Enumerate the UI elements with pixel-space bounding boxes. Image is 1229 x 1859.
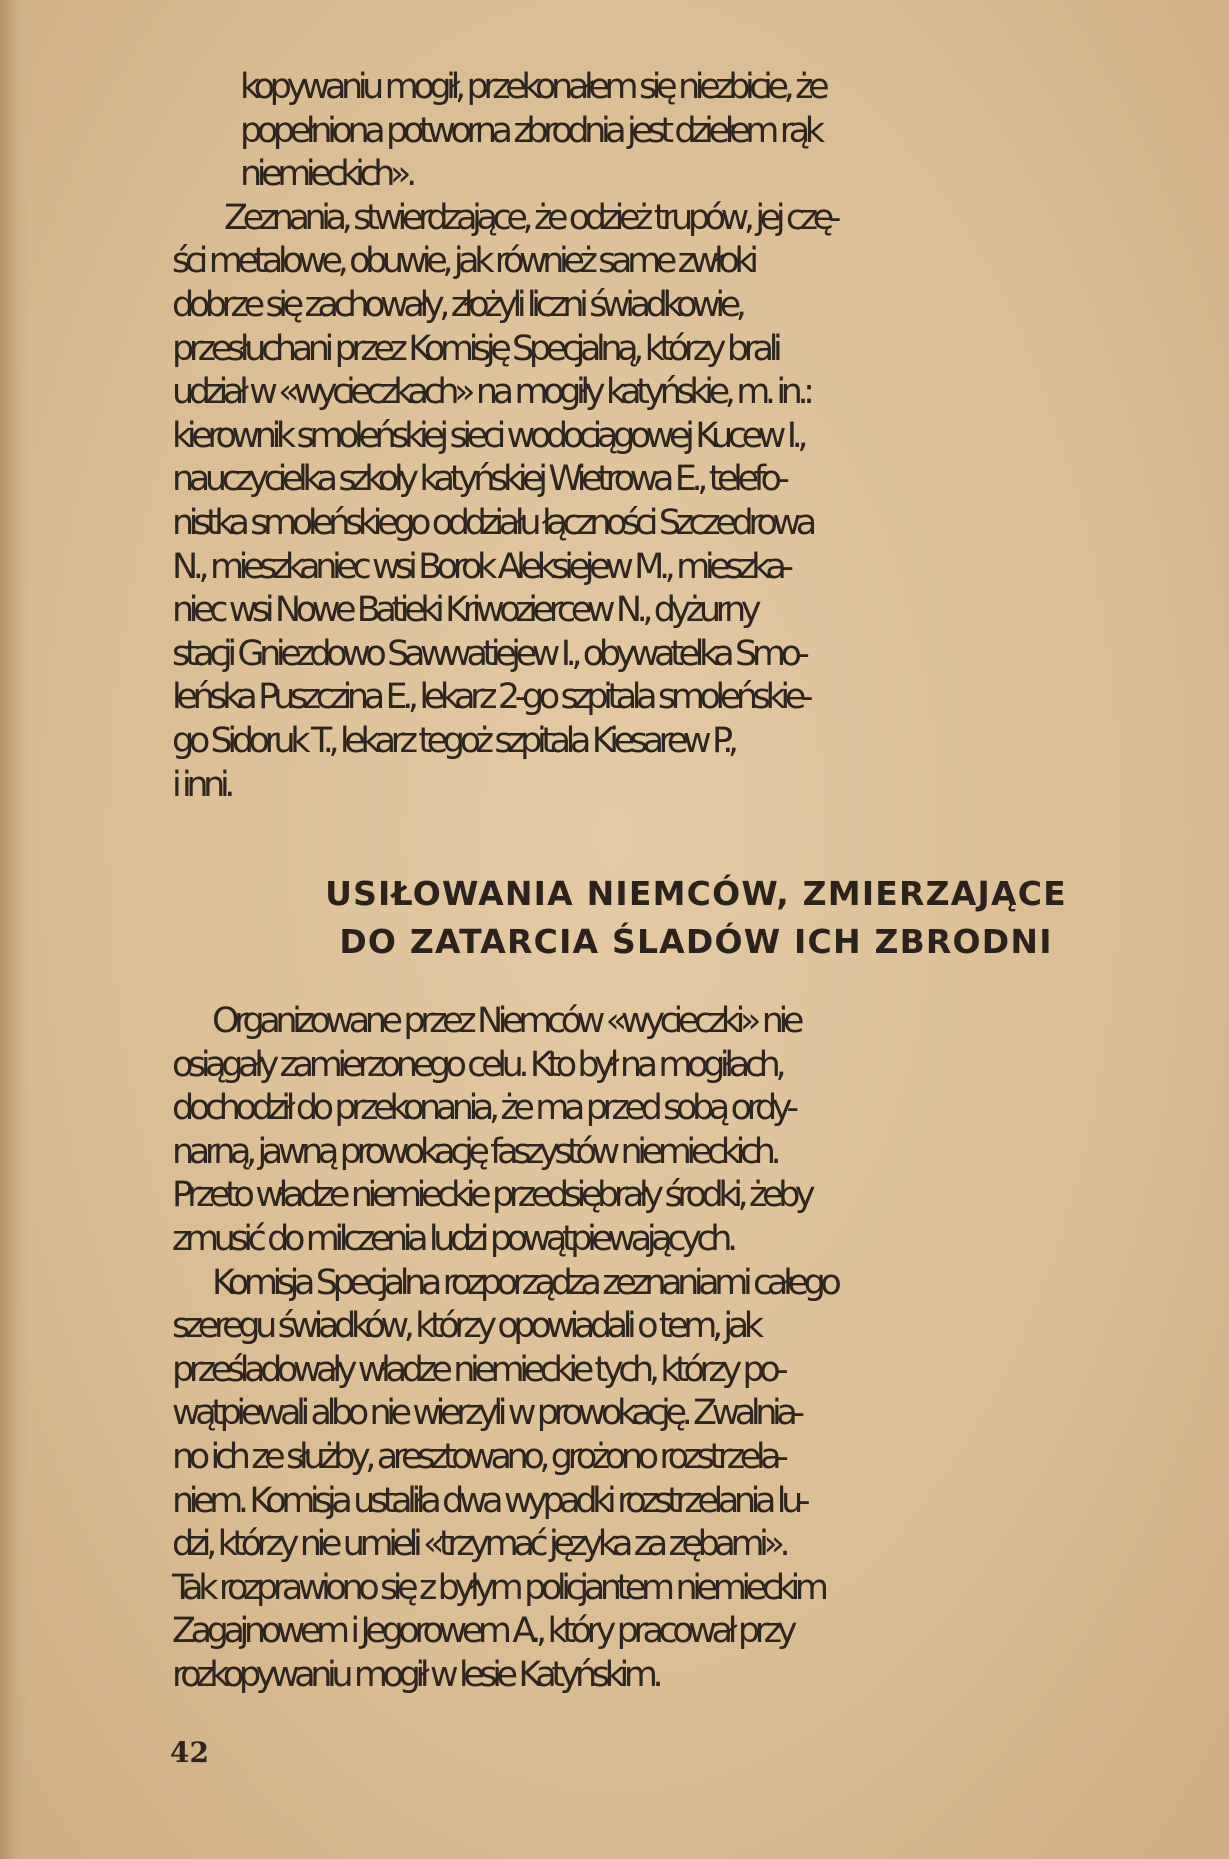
text-line: no ich ze służby, aresztowano, grożono rozstrzela- (172, 1436, 784, 1477)
heading-line: USIŁOWANIA NIEMCÓW, ZMIERZAJĄCE (325, 874, 1067, 913)
paragraph-persecution (172, 1262, 1220, 1698)
text-line: dochodził do przekonania, że ma przed sobą ordy- (172, 1088, 794, 1129)
section-heading (172, 870, 1220, 966)
text-line: dobrze się zachowały, złożyli liczni świadkowie, (172, 284, 742, 325)
text-line: N., mieszkaniec wsi Borok Aleksiejew M., mieszka- (172, 546, 789, 587)
text-bottom-block (172, 1000, 1220, 1698)
text-line: stacji Gniezdowo Sawwatiejew I., obywatelka Smo- (172, 633, 805, 674)
text-line: wątpiewali albo nie wierzyli w prowokację. Zwalnia- (172, 1393, 800, 1434)
text-line: kopywaniu mogił, przekonałem się niezbicie, że (240, 67, 825, 107)
text-line: nauczycielka szkoły katyńskiej Wietrowa E., telefo- (172, 459, 785, 500)
text-line: osiągały zamierzonego celu. Kto był na mogiłach, (172, 1044, 782, 1085)
text-line: niemieckich». (240, 154, 412, 195)
text-line: Zagajnowem i Jegorowem A., który pracował przy (172, 1611, 793, 1652)
text-top-block (172, 66, 1220, 807)
text-line: dzi, którzy nie umieli «trzymać języka za zębami». (172, 1524, 786, 1565)
text-line: udział w «wycieczkach» na mogiły katyńskie, m. in.: (172, 372, 810, 413)
text-line: i inni. (172, 764, 230, 805)
heading-line: DO ZATARCIA ŚLADÓW ICH ZBRODNI (339, 922, 1053, 961)
text-line: Przeto władze niemieckie przedsiębrały środki, żeby (172, 1175, 811, 1216)
page-number: 42 (170, 1736, 209, 1769)
text-line: nistka smoleńskiego oddziału łączności Szczedrowa (172, 502, 812, 543)
text-line: Tak rozprawiono się z byłym policjantem niemieckim (172, 1567, 824, 1608)
text-line: Komisja Specjalna rozporządza zeznaniami całego (212, 1262, 837, 1303)
text-line: leńska Puszczina E., lekarz 2-go szpitala smoleńskie- (172, 677, 809, 718)
text-line: popełniona potworna zbrodnia jest dziełem rąk (240, 110, 820, 151)
paragraph-witnesses (172, 197, 1220, 807)
text-line: narną, jawną prowokację faszystów niemieckich. (172, 1131, 777, 1172)
page-spine-shadow (0, 0, 28, 1859)
text-line: Zeznania, stwierdzające, że odzież trupów, jej czę- (224, 197, 837, 238)
text-line: rozkopywaniu mogił w lesie Katyńskim. (172, 1654, 659, 1695)
text-line: niec wsi Nowe Batieki Kriwoziercew N., dyżurny (172, 590, 757, 631)
text-line: go Sidoruk T., lekarz tegoż szpitala Kiesarew P., (172, 720, 734, 761)
text-line: kierownik smoleńskiej sieci wodociągowej Kucew I., (172, 415, 804, 456)
text-line: prześladowały władze niemieckie tych, którzy po- (172, 1349, 784, 1390)
text-line: zmusić do milczenia ludzi powątpiewających. (172, 1218, 733, 1259)
text-line: ści metalowe, obuwie, jak również same zwłoki (172, 241, 754, 282)
text-line: przesłuchani przez Komisję Specjalną, którzy brali (172, 328, 778, 369)
text-line: szeregu świadków, którzy opowiadali o tem, jak (172, 1306, 759, 1347)
text-line: niem. Komisja ustaliła dwa wypadki rozstrzelania lu- (172, 1480, 806, 1521)
paragraph-excursions (172, 1000, 1220, 1262)
text-line: Organizowane przez Niemców «wycieczki» nie (212, 1001, 799, 1041)
paragraph-continuation (172, 66, 1220, 197)
